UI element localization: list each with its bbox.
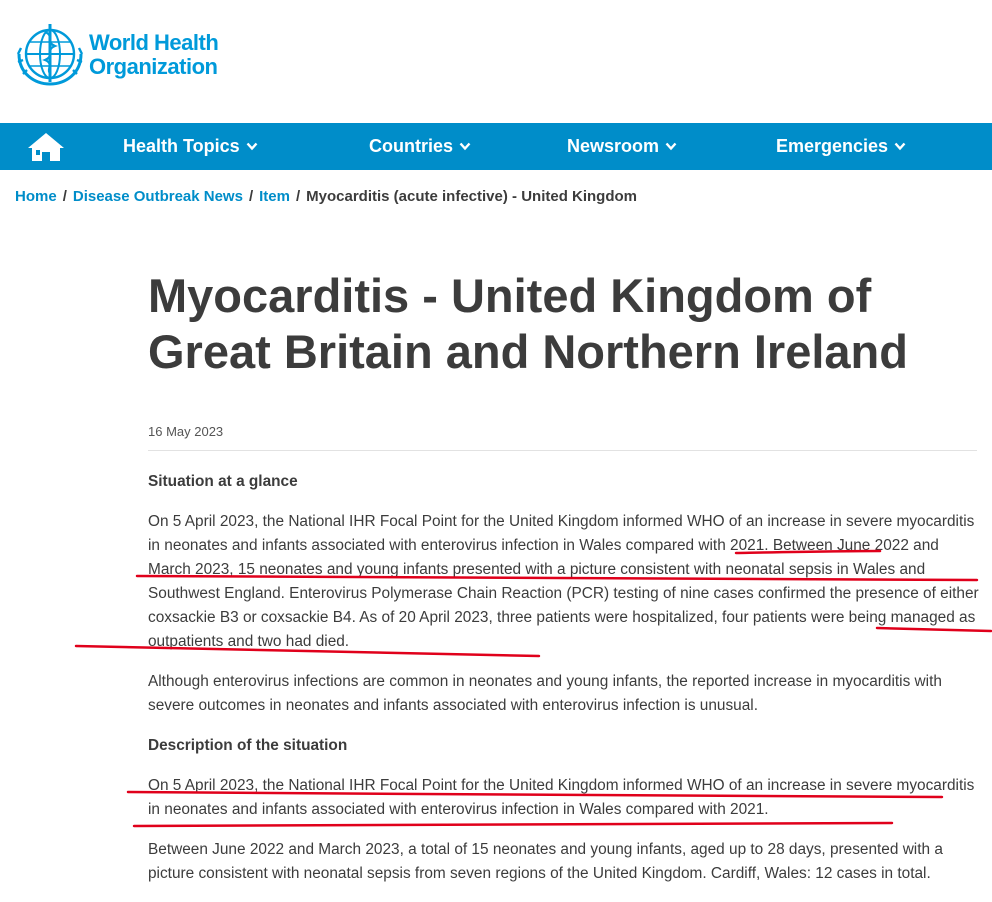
chevron-down-icon: [246, 142, 258, 151]
article-paragraph: Although enterovirus infections are common in neonates and young infants, the reported increase in myocarditis with severe outcomes in neonates and infants associated with enterovirus infection is unusual.: [148, 673, 942, 714]
nav-emergencies-label: Emergencies: [776, 136, 889, 156]
nav-newsroom[interactable]: [567, 123, 677, 170]
breadcrumb-separator: /: [295, 188, 301, 205]
divider: [148, 450, 977, 451]
chevron-down-icon: [665, 142, 677, 151]
breadcrumb-separator: /: [248, 188, 254, 205]
logo-line-2: Organization: [89, 54, 218, 79]
nav-countries[interactable]: [369, 123, 471, 170]
nav-home-button[interactable]: [26, 131, 66, 163]
section-heading-situation-at-a-glance: Situation at a glance: [148, 473, 298, 490]
page-title: Myocarditis - United Kingdom of Great Britain and Northern Ireland: [148, 269, 908, 378]
nav-health-topics[interactable]: [123, 123, 258, 170]
breadcrumb-news-link[interactable]: Disease Outbreak News: [72, 188, 243, 205]
home-icon: [26, 131, 66, 163]
main-navigation: [0, 123, 992, 170]
article-paragraph: On 5 April 2023, the National IHR Focal Point for the United Kingdom informed WHO of an increase in severe myocarditis in neonates and infants associated with enterovirus infection in Wales compared with 2021. Between June 2022 and March 2023, 15 neonates and young infants presented with a picture consistent with neonatal sepsis in Wales and Southwest England. Enterovirus Polymerase Chain Reaction (PCR) testing of nine cases confirmed the presence of either coxsackie B3 or coxsackie B4. As of 20 April 2023, three patients were hospitalized, four patients were being managed as outpatients and two had died.: [148, 513, 979, 650]
publish-date: 16 May 2023: [148, 424, 224, 439]
article-paragraph: Between June 2022 and March 2023, a total of 15 neonates and young infants, aged up to 28 days, presented with a picture consistent with neonatal sepsis from seven regions of the United Kingdom. Cardiff, Wales: 12 cases in total.: [148, 841, 943, 882]
breadcrumb-current: Myocarditis (acute infective) - United Kingdom: [306, 188, 638, 205]
article-paragraph: On 5 April 2023, the National IHR Focal Point for the United Kingdom informed WHO of an increase in severe myocarditis in neonates and infants associated with enterovirus infection in Wales compared with 2021.: [148, 777, 975, 818]
nav-newsroom-label: Newsroom: [567, 136, 660, 156]
breadcrumb-separator: /: [62, 188, 67, 205]
nav-health-topics-label: Health Topics: [123, 136, 240, 156]
chevron-down-icon: [894, 142, 906, 151]
logo-line-1: World Health: [89, 30, 219, 55]
nav-countries-label: Countries: [369, 136, 454, 156]
breadcrumb-home-link[interactable]: Home: [15, 188, 57, 205]
who-logo[interactable]: [15, 24, 218, 86]
section-heading-description: Description of the situation: [148, 737, 348, 754]
who-emblem-icon: [15, 24, 85, 86]
article-body: [148, 470, 980, 902]
chevron-down-icon: [459, 142, 471, 151]
breadcrumb: [15, 188, 637, 205]
nav-emergencies[interactable]: [776, 123, 906, 170]
breadcrumb-item-link[interactable]: Item: [259, 188, 290, 205]
